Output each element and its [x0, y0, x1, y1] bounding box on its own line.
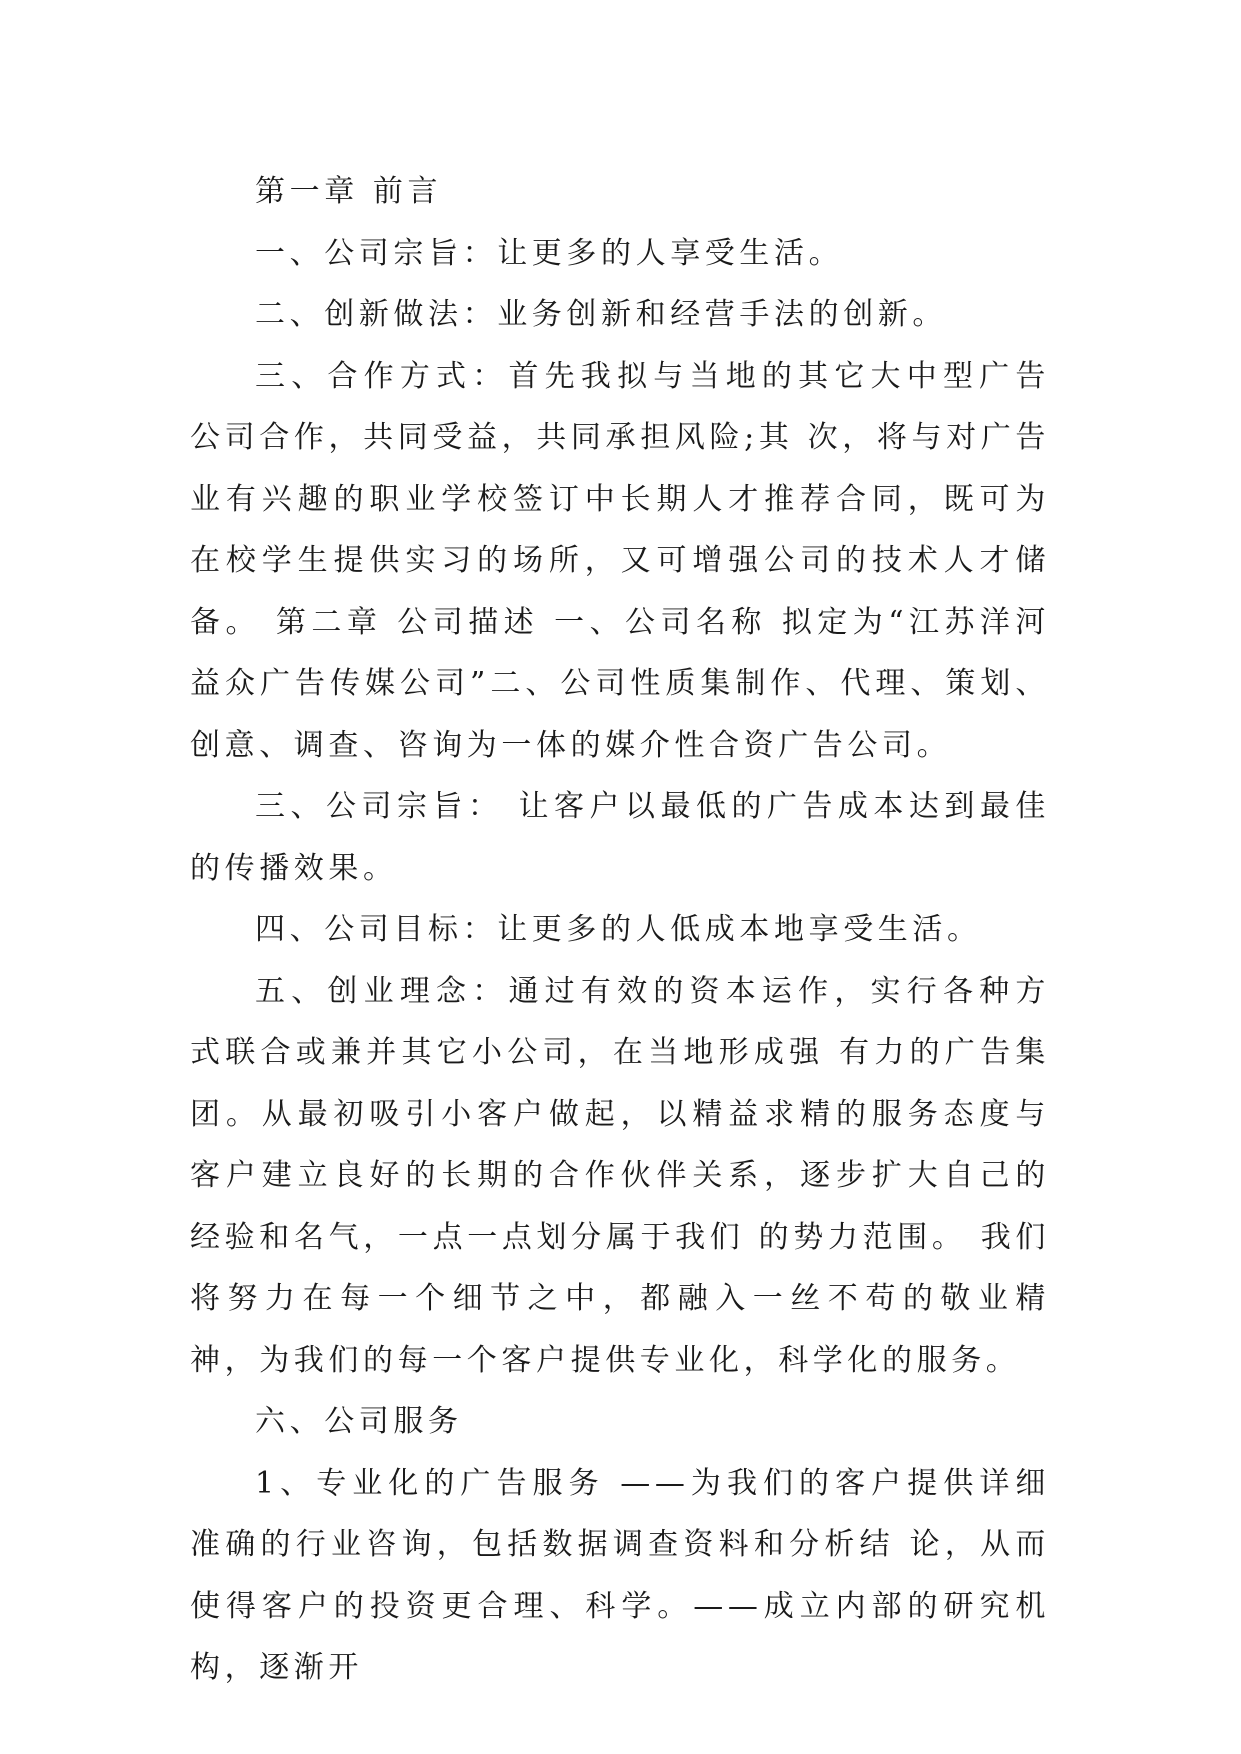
paragraph-business-philosophy: 五、创业理念：通过有效的资本运作，实行各种方式联合或兼并其它小公司，在当地形成强 有力的广告集团。从最初吸引小客户做起，以精益求精的服务态度与客户建立良好的长期的合作伙伴关系，逐步扩大自己的经验和名气，一点一点划分属于我们 的势力范围。 我们将努力在每一个细节之中，都融入一丝不苟的敬业精神，为我们的每一个客户提供专业化，科学化的服务。 [190, 973, 1050, 1378]
paragraph-professional-service: 1、专业化的广告服务 ——为我们的客户提供详细准确的行业咨询，包括数据调查资料和分析结 论，从而使得客户的投资更合理、科学。——成立内部的研究机构，逐渐开 [190, 1465, 1050, 1685]
section-heading-services: 六、公司服务 [255, 1404, 463, 1439]
paragraph-company-purpose: 一、公司宗旨：让更多的人享受生活。 [255, 235, 844, 271]
paragraph-cooperation: 三、合作方式：首先我拟与当地的其它大中型广告公司合作，共同受益，共同承担风险;其 次，将与对广告业有兴趣的职业学校签订中长期人才推荐合同，既可为在校学生提供实习的场所，又可增强公司的技术人才储备。 第二章 公司描述 一、公司名称 拟定为“江苏洋河益众广告传媒公司”二、公司性质集制作、代理、策划、创意、调查、咨询为一体的媒介性合资广告公司。 [190, 358, 1050, 763]
document-body [190, 161, 1050, 1699]
chapter-heading: 第一章 前言 [255, 174, 443, 209]
paragraph-company-goal: 四、公司目标：让更多的人低成本地享受生活。 [255, 912, 982, 947]
paragraph-innovation: 二、创新做法：业务创新和经营手法的创新。 [255, 297, 947, 332]
paragraph-company-aim: 三、公司宗旨： 让客户以最低的广告成本达到最佳的传播效果。 [190, 789, 1050, 886]
